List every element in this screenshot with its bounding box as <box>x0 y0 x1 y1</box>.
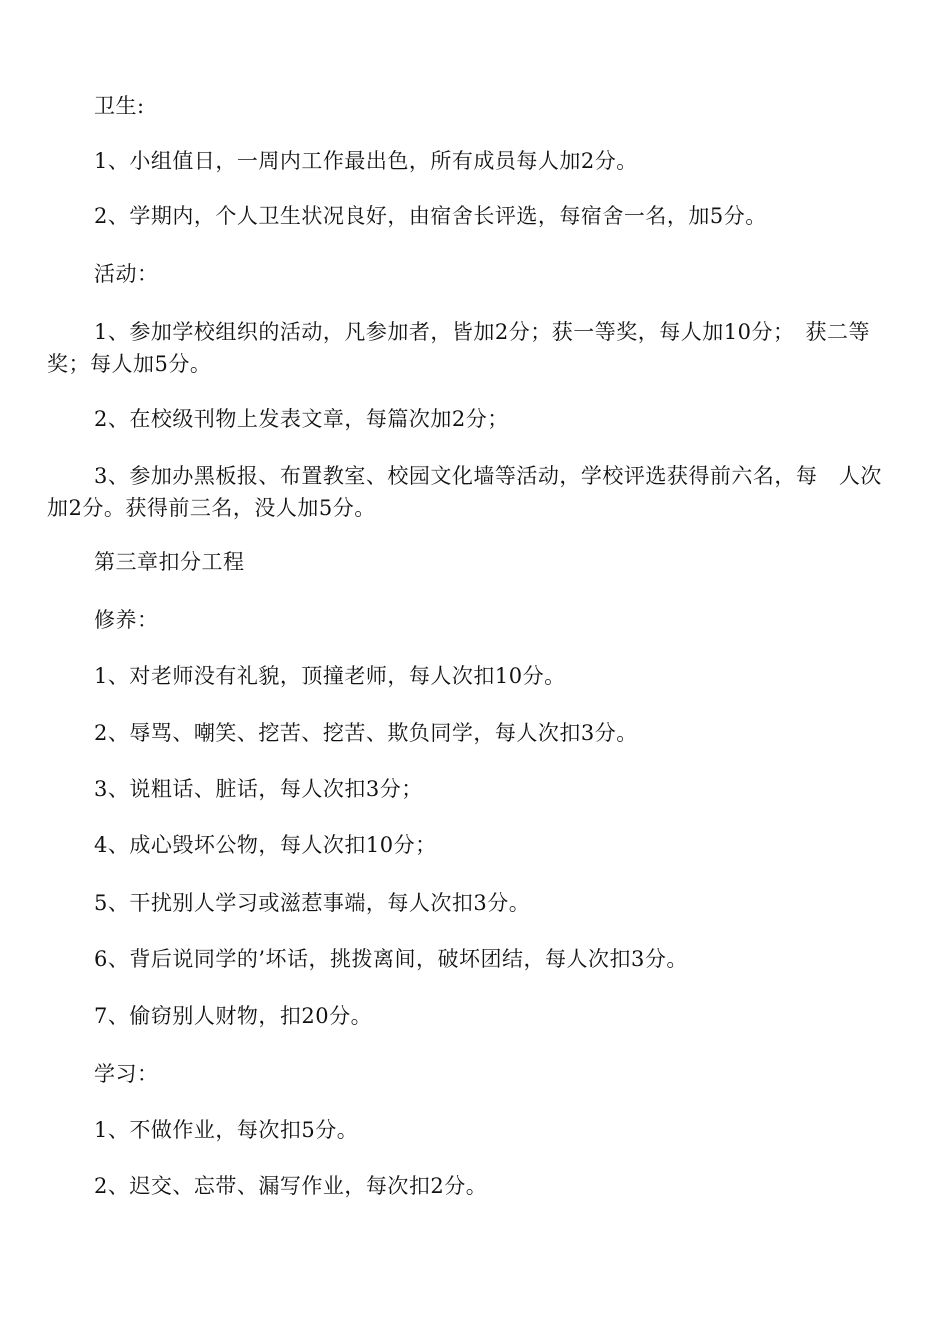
activity-item-3: 3、参加办黑板报、布置教室、校园文化墙等活动，学校评选获得前六名，每 人次加2分。获得前三名，没人加5分。 <box>47 464 882 520</box>
activity-item-2: 2、在校级刊物上发表文章，每篇次加2分； <box>94 407 509 431</box>
study-item-2: 2、迟交、忘带、漏写作业，每次扣2分。 <box>94 1174 488 1198</box>
conduct-item-4: 4、成心毁坏公物，每人次扣10分； <box>94 833 437 857</box>
chapter-three-title: 第三章扣分工程 <box>94 550 245 574</box>
conduct-item-1: 1、对老师没有礼貌，顶撞老师，每人次扣10分。 <box>94 664 566 688</box>
conduct-item-2: 2、辱骂、嘲笑、挖苦、挖苦、欺负同学，每人次扣3分。 <box>94 721 638 745</box>
conduct-item-5: 5、干扰别人学习或滋惹事端，每人次扣3分。 <box>94 891 531 915</box>
hygiene-item-2: 2、学期内，个人卫生状况良好，由宿舍长评选，每宿舍一名，加5分。 <box>94 204 767 228</box>
heading-study: 学习： <box>94 1062 159 1086</box>
heading-activities: 活动： <box>94 262 159 286</box>
activity-item-1: 1、参加学校组织的活动，凡参加者，皆加2分；获一等奖，每人加10分； 获二等奖；每人加5分。 <box>47 320 870 376</box>
heading-hygiene: 卫生: <box>94 94 145 118</box>
study-item-1: 1、不做作业，每次扣5分。 <box>94 1118 359 1142</box>
conduct-item-3: 3、说粗话、脏话，每人次扣3分； <box>94 777 423 801</box>
hygiene-item-1: 1、小组值日，一周内工作最出色，所有成员每人加2分。 <box>94 149 638 173</box>
heading-conduct: 修养： <box>94 608 159 632</box>
conduct-item-7: 7、偷窃别人财物，扣20分。 <box>94 1004 373 1028</box>
conduct-item-6: 6、背后说同学的’坏话，挑拨离间，破坏团结，每人次扣3分。 <box>94 947 688 971</box>
